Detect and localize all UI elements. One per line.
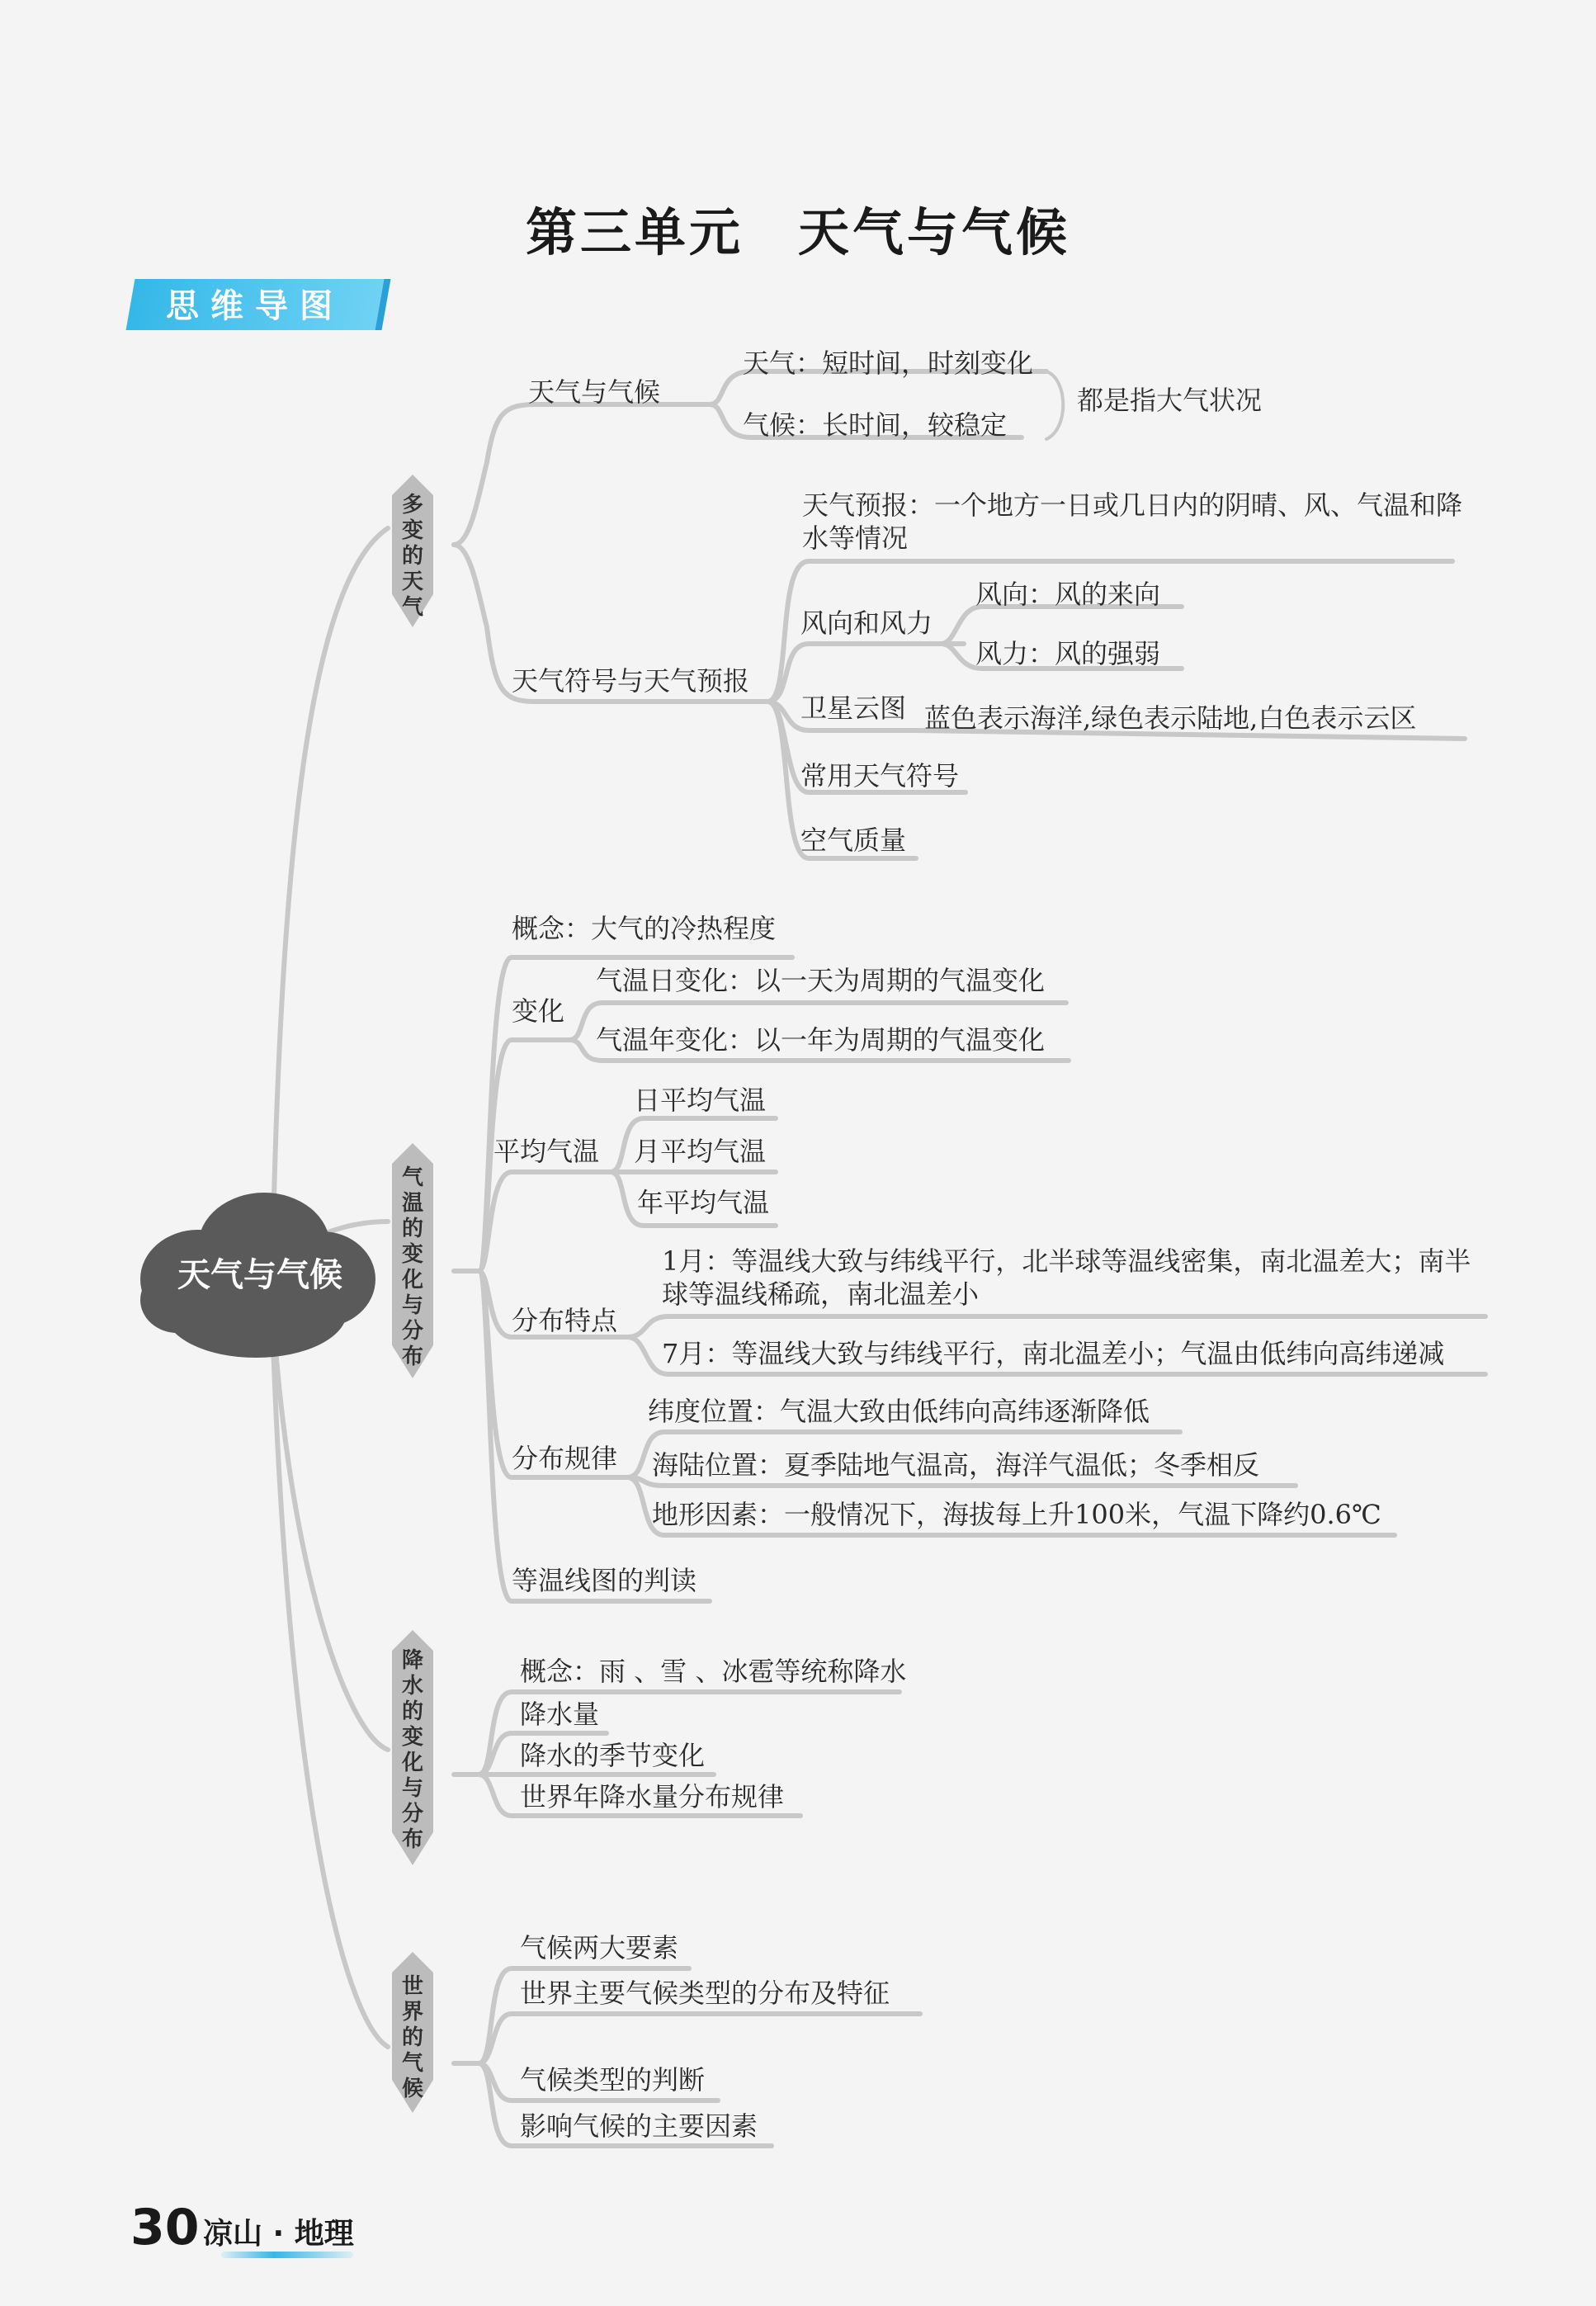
node-land-sea: 海陆位置：夏季陆地气温高，海洋气温低；冬季相反 (652, 1449, 1260, 1481)
node-latitude: 纬度位置：气温大致由低纬向高纬逐渐降低 (648, 1396, 1150, 1427)
node-weather-climate: 天气与气候 (528, 376, 661, 408)
footer-label: 凉山 · 地理 (203, 2217, 354, 2251)
node-annual-change: 气温年变化：以一年为周期的气温变化 (596, 1024, 1046, 1056)
node-january: 1月：等温线大致与纬线平行，北半球等温线密集，南北温差大；南半球等温线稀疏，南北温差小 (662, 1245, 1471, 1310)
node-dist-features: 分布特点 (512, 1305, 618, 1336)
node-isotherm: 等温线图的判读 (512, 1565, 697, 1596)
node-satellite-colors: 蓝色表示海洋,绿色表示陆地,白色表示云区 (924, 702, 1417, 734)
node-monthly-avg: 月平均气温 (634, 1136, 767, 1167)
branch-changeable-weather: 多变的天气 (401, 493, 423, 620)
page-title: 第三单元 天气与气候 (525, 202, 1070, 262)
node-precip-season: 降水的季节变化 (520, 1740, 706, 1771)
node-both-note: 都是指大气状况 (1077, 385, 1263, 416)
root-node: 天气与气候 (177, 1256, 342, 1294)
node-satellite: 卫星云图 (800, 692, 907, 724)
node-dist-rules: 分布规律 (512, 1443, 618, 1474)
node-precip-concept: 概念：雨 、雪 、冰雹等统称降水 (520, 1656, 907, 1687)
node-daily-change: 气温日变化：以一天为周期的气温变化 (596, 965, 1046, 996)
node-daily-avg: 日平均气温 (634, 1084, 767, 1116)
node-climate-influence: 影响气候的主要因素 (520, 2110, 758, 2142)
node-forecast-def: 天气预报：一个地方一日或几日内的阴晴、风、气温和降水等情况 (802, 489, 1463, 554)
branch-precipitation: 降水的变化与分布 (401, 1648, 423, 1852)
node-climate-judge: 气候类型的判断 (520, 2064, 706, 2096)
node-wind-direction: 风向：风的来向 (975, 579, 1161, 610)
node-symbols-forecast: 天气符号与天气预报 (512, 665, 750, 697)
footer-underline (221, 2252, 353, 2258)
node-climate-factors: 气候两大要素 (520, 1932, 679, 1963)
node-change: 变化 (512, 995, 565, 1027)
node-weather-def: 天气：短时间，时刻变化 (743, 347, 1034, 379)
node-terrain: 地形因素：一般情况下，海拔每上升100米，气温下降约0.6℃ (652, 1499, 1381, 1530)
section-badge: 思维导图 (166, 287, 344, 325)
node-temp-concept: 概念：大气的冷热程度 (512, 913, 777, 944)
node-precip-amount: 降水量 (520, 1699, 600, 1730)
node-common-symbols: 常用天气符号 (800, 760, 960, 792)
node-avg-temp: 平均气温 (493, 1136, 600, 1167)
branch-world-climate: 世界的气候 (401, 1974, 423, 2101)
node-annual-avg: 年平均气温 (637, 1187, 770, 1218)
node-climate-def: 气候：长时间，较稳定 (743, 409, 1008, 441)
node-wind: 风向和风力 (800, 607, 933, 639)
node-july: 7月：等温线大致与纬线平行，南北温差小；气温由低纬向高纬递减 (662, 1338, 1445, 1369)
node-precip-world: 世界年降水量分布规律 (520, 1781, 785, 1812)
node-climate-types: 世界主要气候类型的分布及特征 (520, 1978, 890, 2009)
branch-temperature: 气温的变化与分布 (401, 1165, 423, 1369)
page-number: 30 (130, 2199, 200, 2256)
node-air-quality: 空气质量 (800, 825, 907, 856)
node-wind-force: 风力：风的强弱 (975, 638, 1161, 669)
